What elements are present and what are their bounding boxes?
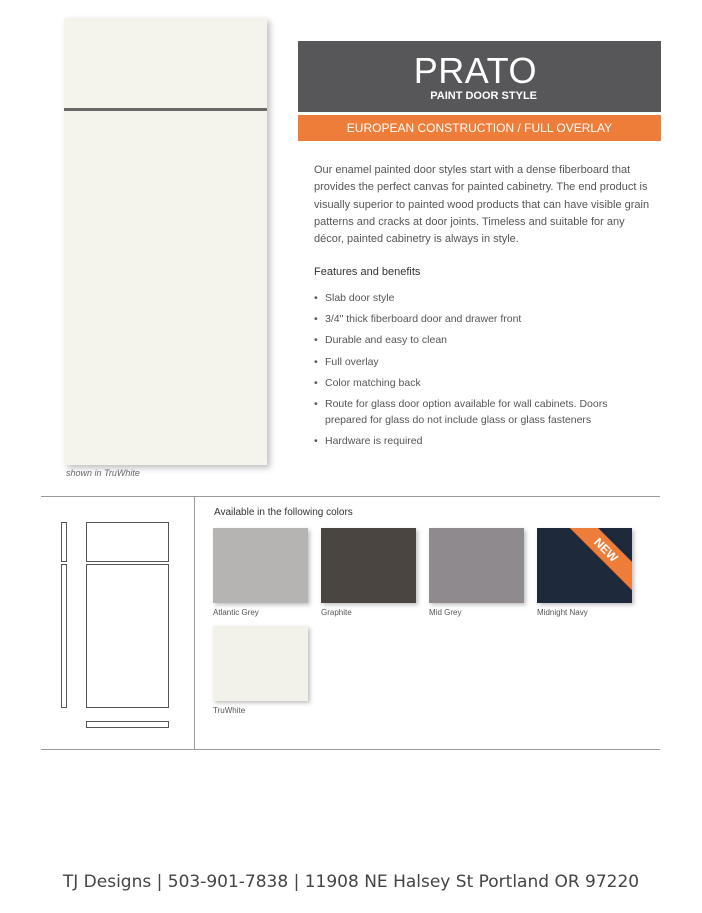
door-image <box>64 18 267 465</box>
swatch-label: TruWhite <box>213 706 246 715</box>
door-caption: shown in TruWhite <box>66 468 140 478</box>
description-text: Our enamel painted door styles start with a dense fiberboard that provides the perfect canvas for painted cabinetry. The end product is visually superior to painted wood products that can have visible grain patterns and cracks at door joints. Timeless and suitable for any décor, painted cabinetry is always in style. <box>314 164 650 246</box>
style-name: PRATO <box>413 50 537 91</box>
features-list <box>314 290 645 454</box>
divider-bottom <box>41 749 660 750</box>
new-badge: NEW <box>564 528 632 592</box>
feature-item: • Full overlay <box>314 354 645 370</box>
swatch-label: Graphite <box>321 608 352 617</box>
diagram-drawer-front <box>86 522 169 562</box>
swatch-label: Mid Grey <box>429 608 462 617</box>
diagram-side-profile-bottom <box>61 564 67 708</box>
construction-bar: EUROPEAN CONSTRUCTION / FULL OVERLAY <box>298 115 661 141</box>
swatch-mid-grey <box>429 528 524 603</box>
swatch-graphite <box>321 528 416 603</box>
footer-contact: TJ Designs | 503-901-7838 | 11908 NE Halsey St Portland OR 97220 <box>62 872 640 892</box>
feature-item: • Hardware is required <box>314 433 645 449</box>
swatch-truwhite <box>213 626 308 701</box>
divider-vertical <box>194 496 195 750</box>
style-subtitle: PAINT DOOR STYLE <box>430 90 537 102</box>
feature-item: • Route for glass door option available for wall cabinets. Doors prepared for glass do not include glass or glass fasteners <box>314 396 645 428</box>
swatch-midnight-navy <box>537 528 632 603</box>
diagram-top-profile <box>86 721 169 728</box>
swatch-label: Midnight Navy <box>537 608 588 617</box>
swatch-atlantic-grey <box>213 528 308 603</box>
features-heading: Features and benefits <box>314 266 421 278</box>
feature-item: • Slab door style <box>314 290 645 306</box>
feature-item: • Durable and easy to clean <box>314 332 645 348</box>
feature-item: • Color matching back <box>314 375 645 391</box>
diagram-side-profile-top <box>61 522 67 562</box>
swatch-label: Atlantic Grey <box>213 608 259 617</box>
feature-item: • 3/4" thick fiberboard door and drawer front <box>314 311 645 327</box>
title-block <box>298 41 661 112</box>
diagram-door-front <box>86 564 169 708</box>
colors-heading: Available in the following colors <box>214 507 353 518</box>
drawer-split-line <box>64 108 267 111</box>
divider-top <box>41 496 660 497</box>
